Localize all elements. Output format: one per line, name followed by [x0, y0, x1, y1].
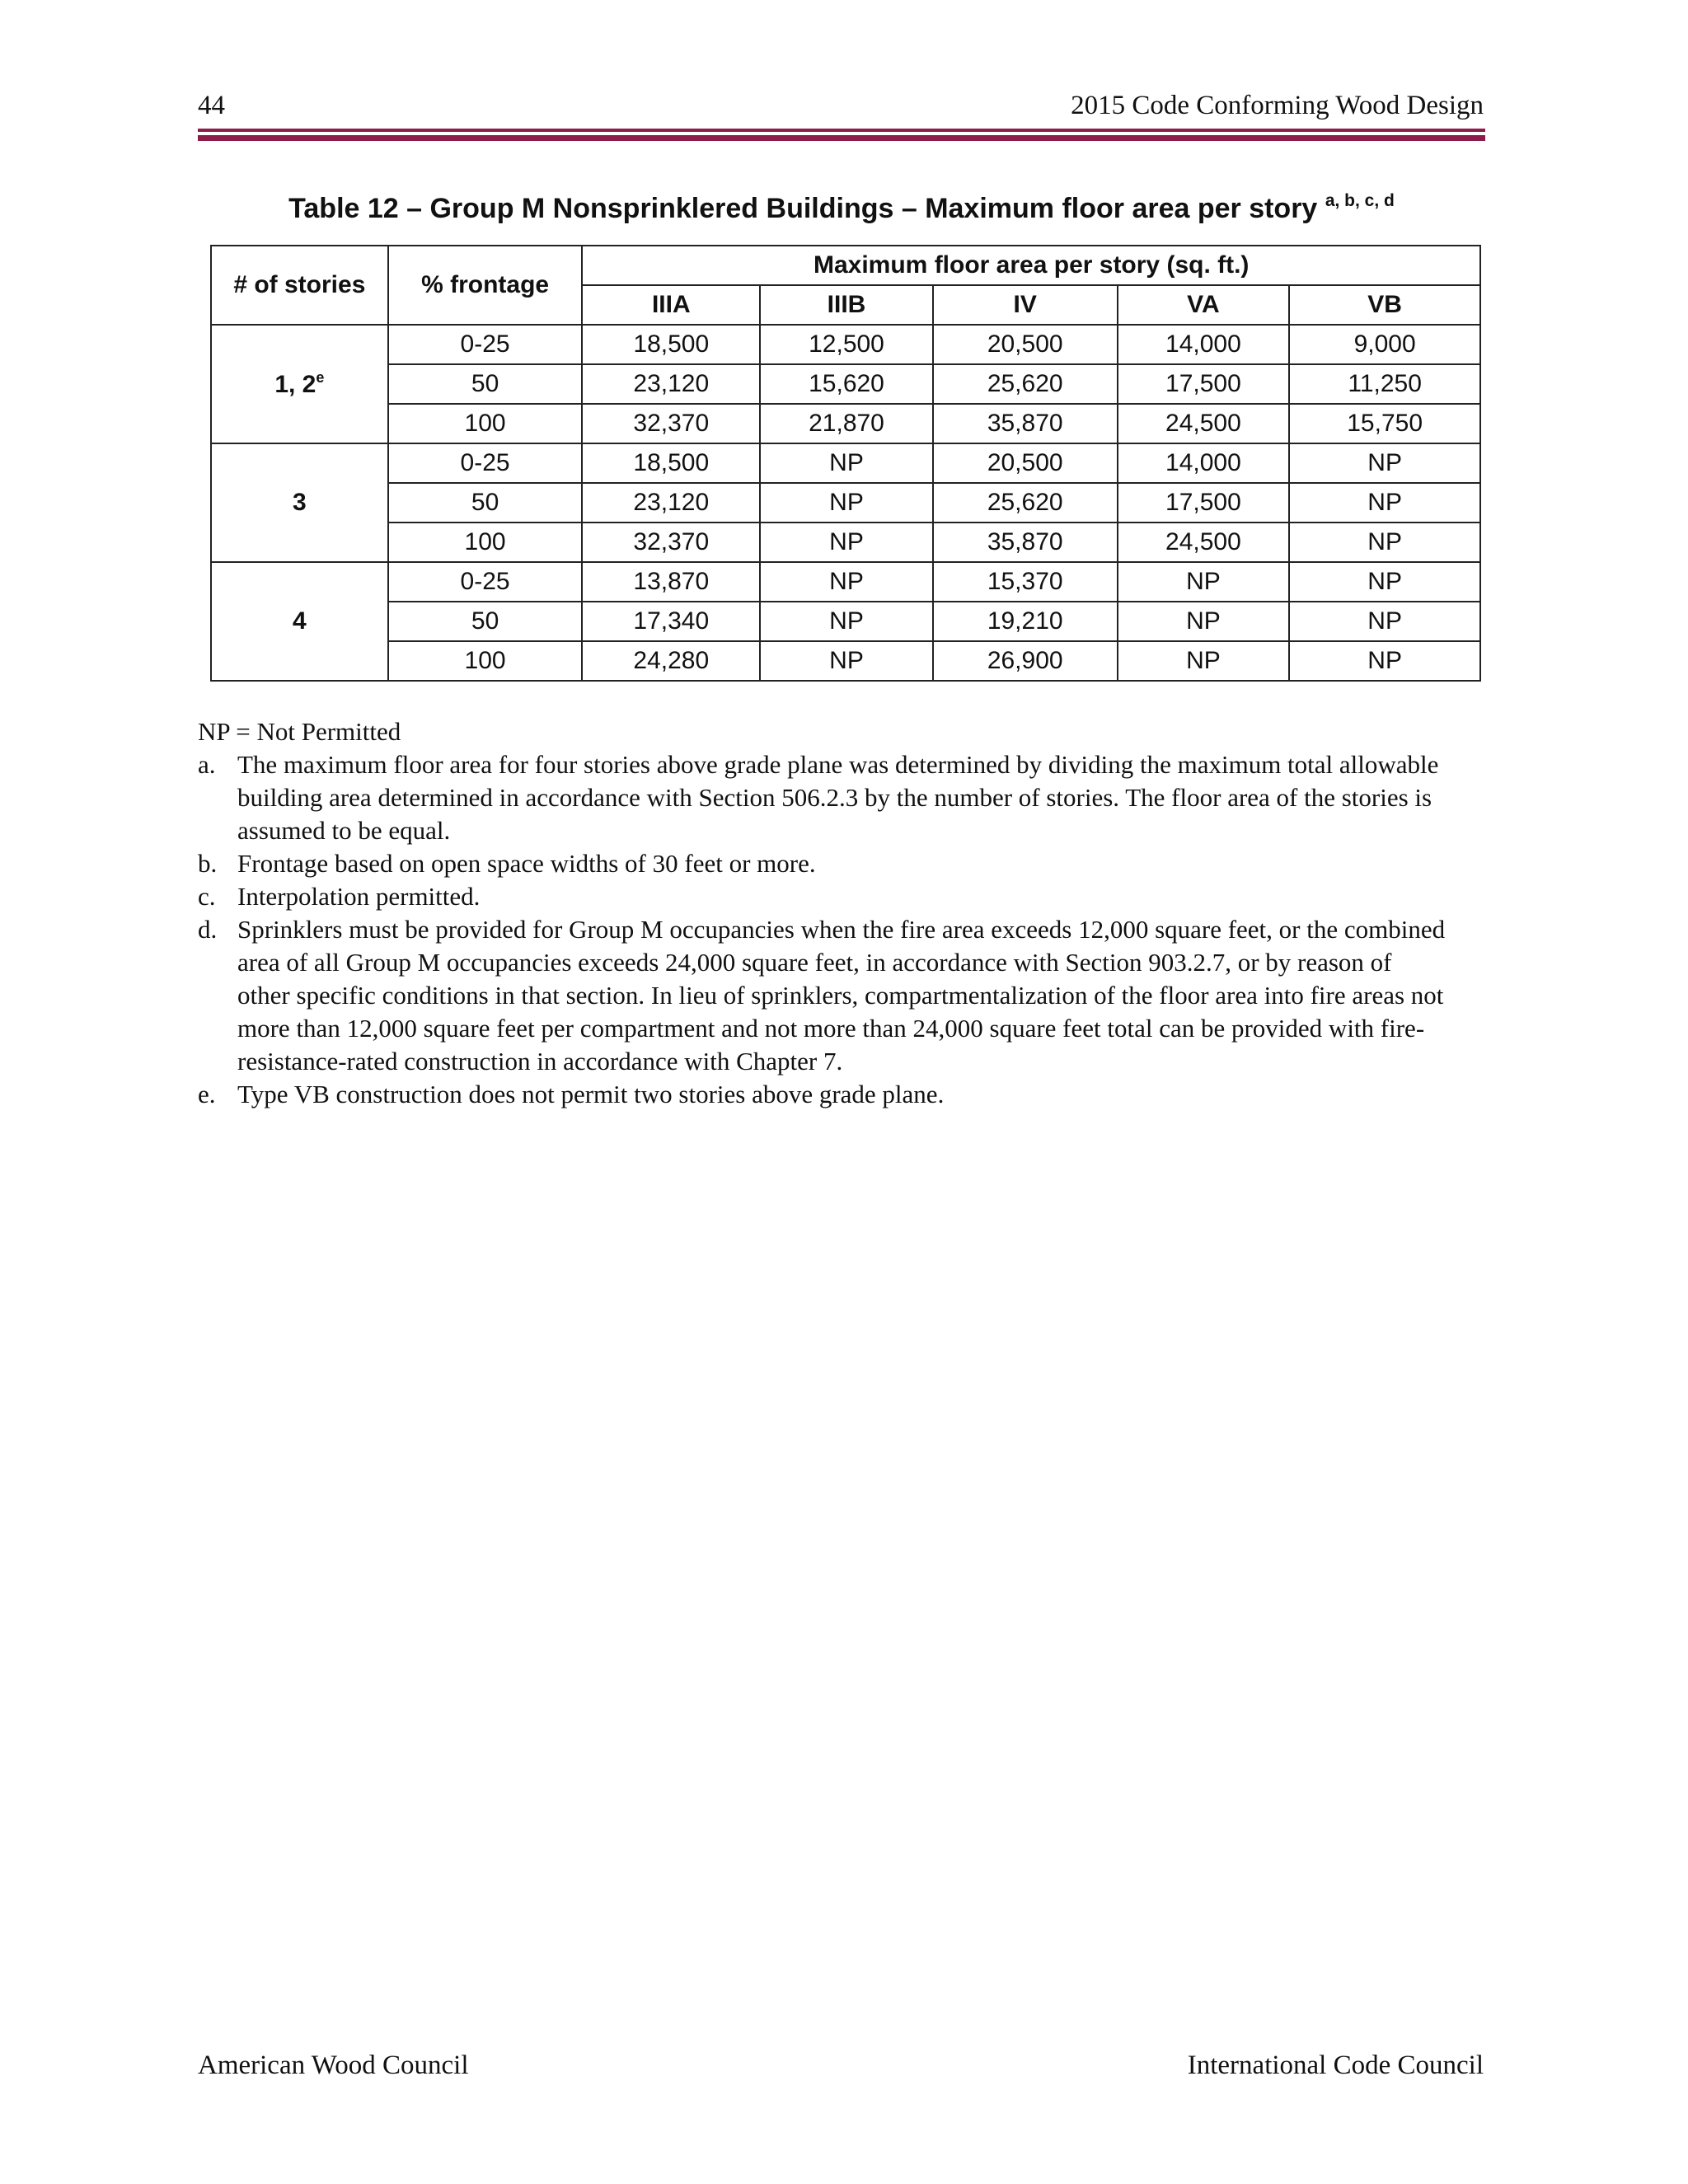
np-definition: NP = Not Permitted	[198, 717, 401, 746]
stories-cell	[211, 325, 388, 443]
area-cell: NP	[760, 523, 933, 562]
area-cell: 17,500	[1118, 483, 1290, 523]
area-cell: NP	[1289, 483, 1480, 523]
frontage-cell: 50	[388, 364, 583, 404]
table-row	[211, 602, 1480, 641]
note-item	[198, 880, 1484, 913]
area-cell: 15,370	[933, 562, 1118, 602]
table-row	[211, 641, 1480, 681]
note-text: Interpolation permitted.	[237, 882, 481, 911]
frontage-cell: 50	[388, 602, 583, 641]
note-item	[198, 913, 1484, 1078]
table-row	[211, 483, 1480, 523]
area-cell: 20,500	[933, 325, 1118, 364]
frontage-cell: 100	[388, 523, 583, 562]
area-cell: NP	[760, 641, 933, 681]
note-text: Type VB construction does not permit two stories above grade plane.	[237, 1080, 945, 1108]
table-row	[211, 443, 1480, 483]
stories-label: 4	[293, 607, 307, 635]
area-cell: NP	[760, 483, 933, 523]
page-header	[198, 91, 1484, 125]
area-cell: 18,500	[582, 443, 760, 483]
page-footer	[198, 2050, 1484, 2085]
area-cell: 35,870	[933, 404, 1118, 443]
area-cell: 23,120	[582, 364, 760, 404]
col-header-frontage: % frontage	[388, 246, 583, 325]
area-cell: NP	[1289, 562, 1480, 602]
table-notes	[198, 715, 1484, 1111]
area-cell: 19,210	[933, 602, 1118, 641]
table-header-row	[211, 246, 1480, 285]
footer-right: International Code Council	[1187, 2050, 1484, 2080]
page-number: 44	[198, 91, 225, 120]
notes-list	[198, 748, 1484, 1111]
col-header-stories: # of stories	[211, 246, 388, 325]
area-cell: 14,000	[1118, 325, 1290, 364]
footer-left: American Wood Council	[198, 2050, 469, 2080]
area-cell: 15,620	[760, 364, 933, 404]
area-cell: NP	[1118, 562, 1290, 602]
area-cell: 13,870	[582, 562, 760, 602]
area-cell: NP	[1118, 602, 1290, 641]
frontage-cell: 0-25	[388, 562, 583, 602]
area-cell: 12,500	[760, 325, 933, 364]
area-cell: 14,000	[1118, 443, 1290, 483]
area-cell: 35,870	[933, 523, 1118, 562]
col-header-type: IIIA	[582, 285, 760, 325]
area-cell: 26,900	[933, 641, 1118, 681]
table-row	[211, 364, 1480, 404]
col-header-type: IV	[933, 285, 1118, 325]
floor-area-table	[210, 245, 1481, 682]
col-header-group: Maximum floor area per story (sq. ft.)	[582, 246, 1480, 285]
table-row	[211, 325, 1480, 364]
area-cell: NP	[760, 443, 933, 483]
area-cell: 11,250	[1289, 364, 1480, 404]
table-caption	[198, 191, 1485, 225]
note-item	[198, 748, 1484, 847]
note-label: a.	[198, 750, 216, 779]
frontage-cell: 0-25	[388, 325, 583, 364]
note-text: Sprinklers must be provided for Group M occupancies when the fire area exceeds 12,000 square feet, or the combined area of all Group M occupancies exceeds 24,000 square feet, in accordance with Section 903.2.7, or by reason of other specific conditions in that section. In lieu of sprinklers, compartmentalization of the floor area into fire areas not more than 12,000 square feet per compartment and not more than 24,000 square feet total can be provided with fire-resistance-rated construction in accordance with Chapter 7.	[237, 915, 1446, 1076]
frontage-cell: 100	[388, 404, 583, 443]
note-label: d.	[198, 915, 218, 944]
note-label: e.	[198, 1080, 216, 1108]
table-caption-text: Table 12 – Group M Nonsprinklered Buildings – Maximum floor area per story	[288, 193, 1318, 224]
area-cell: NP	[1118, 641, 1290, 681]
area-cell: NP	[1289, 523, 1480, 562]
stories-label: 1, 2	[274, 371, 316, 398]
frontage-cell: 0-25	[388, 443, 583, 483]
area-cell: 20,500	[933, 443, 1118, 483]
area-cell: NP	[760, 562, 933, 602]
area-cell: 25,620	[933, 483, 1118, 523]
header-rule-thin	[198, 129, 1485, 132]
area-cell: 17,340	[582, 602, 760, 641]
area-cell: 25,620	[933, 364, 1118, 404]
book-title: 2015 Code Conforming Wood Design	[1071, 91, 1484, 120]
area-cell: NP	[760, 602, 933, 641]
area-cell: 32,370	[582, 404, 760, 443]
note-text: Frontage based on open space widths of 30 feet or more.	[237, 849, 816, 878]
area-cell: 9,000	[1289, 325, 1480, 364]
area-cell: NP	[1289, 602, 1480, 641]
area-cell: NP	[1289, 641, 1480, 681]
area-cell: 24,500	[1118, 523, 1290, 562]
table-row	[211, 562, 1480, 602]
area-cell: 21,870	[760, 404, 933, 443]
table-caption-notes: a, b, c, d	[1325, 191, 1395, 210]
col-header-type: VA	[1118, 285, 1290, 325]
table-row	[211, 523, 1480, 562]
area-cell: NP	[1289, 443, 1480, 483]
header-rule-thick	[198, 135, 1485, 141]
note-text: The maximum floor area for four stories above grade plane was determined by dividing the maximum total allowable building area determined in accordance with Section 506.2.3 by the number of stories. The floor area of the stories is assumed to be equal.	[237, 750, 1439, 845]
table-row	[211, 404, 1480, 443]
area-cell: 17,500	[1118, 364, 1290, 404]
col-header-type: VB	[1289, 285, 1480, 325]
area-cell: 23,120	[582, 483, 760, 523]
note-item	[198, 1078, 1484, 1111]
area-cell: 24,500	[1118, 404, 1290, 443]
stories-cell	[211, 443, 388, 562]
stories-label: 3	[293, 489, 307, 516]
area-cell: 24,280	[582, 641, 760, 681]
area-cell: 18,500	[582, 325, 760, 364]
stories-cell	[211, 562, 388, 681]
area-cell: 32,370	[582, 523, 760, 562]
frontage-cell: 100	[388, 641, 583, 681]
stories-footnote-ref: e	[316, 369, 325, 386]
frontage-cell: 50	[388, 483, 583, 523]
note-label: b.	[198, 849, 218, 878]
table-body	[211, 325, 1480, 681]
note-item	[198, 847, 1484, 880]
area-cell: 15,750	[1289, 404, 1480, 443]
note-label: c.	[198, 882, 216, 911]
col-header-type: IIIB	[760, 285, 933, 325]
